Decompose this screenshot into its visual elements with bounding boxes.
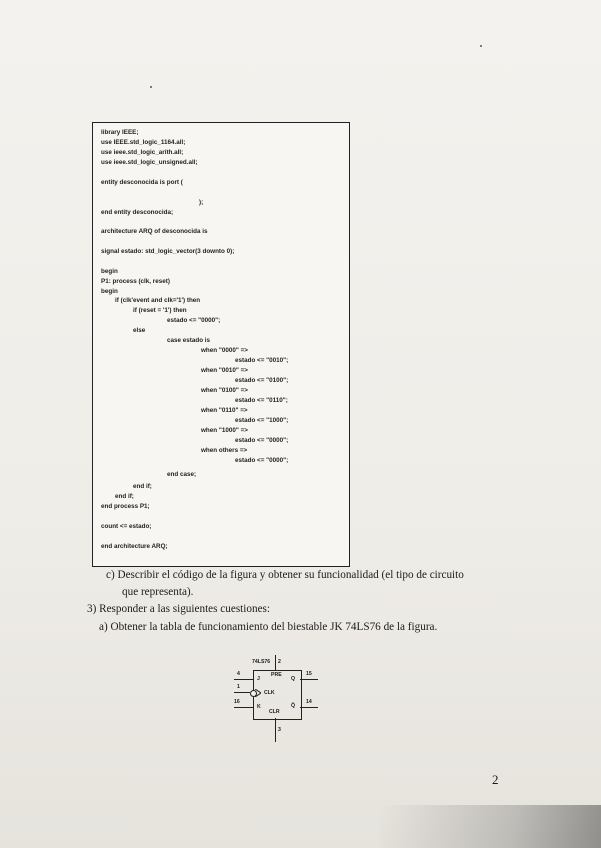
pre-label: PRE bbox=[271, 672, 282, 678]
code-line: begin bbox=[101, 268, 118, 275]
k-label: K bbox=[257, 704, 261, 710]
code-line: P1: process (clk, reset) bbox=[101, 278, 170, 285]
code-line: estado <= "0000"; bbox=[235, 457, 289, 464]
question-3-heading: 3) Responder a las siguientes cuestiones: bbox=[87, 603, 270, 615]
qbar-pin-line bbox=[300, 707, 318, 708]
jk-flipflop-diagram bbox=[228, 655, 328, 745]
code-line: when "0110" => bbox=[201, 407, 248, 414]
pre-pin-line bbox=[275, 655, 276, 670]
scan-speck bbox=[150, 86, 152, 88]
code-line: estado <= "0010"; bbox=[235, 357, 289, 364]
code-line: end entity desconocida; bbox=[101, 209, 174, 216]
code-line: when "0010" => bbox=[201, 367, 248, 374]
code-line: use ieee.std_logic_arith.all; bbox=[101, 149, 184, 156]
code-line: when "0000" => bbox=[201, 347, 248, 354]
code-line: library IEEE; bbox=[101, 129, 139, 136]
code-line: begin bbox=[101, 288, 118, 295]
code-line: end if; bbox=[133, 483, 152, 490]
code-line: end process P1; bbox=[101, 503, 150, 510]
scan-speck bbox=[480, 45, 482, 47]
code-line: case estado is bbox=[167, 337, 211, 344]
code-line: end if; bbox=[115, 493, 134, 500]
code-line: when "0100" => bbox=[201, 387, 248, 394]
code-line: end case; bbox=[167, 471, 197, 478]
scan-shadow bbox=[380, 805, 601, 848]
code-line: estado <= "0100"; bbox=[235, 377, 289, 384]
clr-label: CLR bbox=[269, 709, 280, 715]
code-line: estado <= "1000"; bbox=[235, 417, 289, 424]
code-line: ); bbox=[199, 199, 204, 206]
pre-pin-number: 2 bbox=[278, 659, 281, 665]
page-number: 2 bbox=[492, 772, 499, 787]
code-line: estado <= "0110"; bbox=[235, 397, 288, 404]
j-pin-number: 4 bbox=[237, 671, 240, 677]
code-line: architecture ARQ of desconocida is bbox=[101, 228, 208, 235]
q-label: Q bbox=[291, 676, 296, 682]
chip-name-label: 74LS76 bbox=[252, 659, 271, 665]
clk-pin-number: 1 bbox=[237, 684, 240, 690]
question-a-text: a) Obtener la tabla de funcionamiento del biestable JK 74LS76 de la figura. bbox=[99, 621, 438, 633]
code-line: if (clk'event and clk='1') then bbox=[115, 297, 201, 304]
q-pin-number: 15 bbox=[306, 671, 312, 677]
k-pin-number: 16 bbox=[234, 699, 240, 705]
code-line: else bbox=[133, 327, 146, 334]
code-line: when others => bbox=[201, 447, 248, 454]
qbar-pin-number: 14 bbox=[306, 699, 312, 705]
vhdl-code-figure bbox=[92, 122, 350, 567]
code-line: estado <= "0000"; bbox=[235, 437, 289, 444]
q-pin-line bbox=[300, 679, 318, 680]
qbar-label: Q̄ bbox=[291, 703, 296, 709]
code-line: use ieee.std_logic_unsigned.all; bbox=[101, 159, 198, 166]
j-label: J bbox=[257, 676, 260, 682]
k-pin-line bbox=[234, 707, 253, 708]
j-pin-line bbox=[234, 679, 253, 680]
code-line: entity desconocida is port ( bbox=[101, 179, 183, 186]
clock-edge-icon bbox=[255, 689, 261, 697]
code-line: if (reset = '1') then bbox=[133, 307, 187, 314]
code-line: count <= estado; bbox=[101, 523, 152, 530]
clr-pin-line bbox=[275, 718, 276, 742]
clk-pin-line bbox=[234, 692, 250, 693]
question-c-continuation: que representa). bbox=[122, 586, 194, 598]
code-line: signal estado: std_logic_vector(3 downto 0); bbox=[101, 248, 235, 255]
question-c-text: c) Describir el código de la figura y obtener su funcionalidad (el tipo de circuito bbox=[106, 569, 464, 581]
clr-pin-number: 3 bbox=[278, 727, 281, 733]
code-line: end architecture ARQ; bbox=[101, 543, 168, 550]
code-line: use IEEE.std_logic_1164.all; bbox=[101, 139, 186, 146]
code-line: when "1000" => bbox=[201, 427, 248, 434]
code-line: estado <= "0000"; bbox=[167, 317, 221, 324]
clk-label: CLK bbox=[264, 690, 275, 696]
